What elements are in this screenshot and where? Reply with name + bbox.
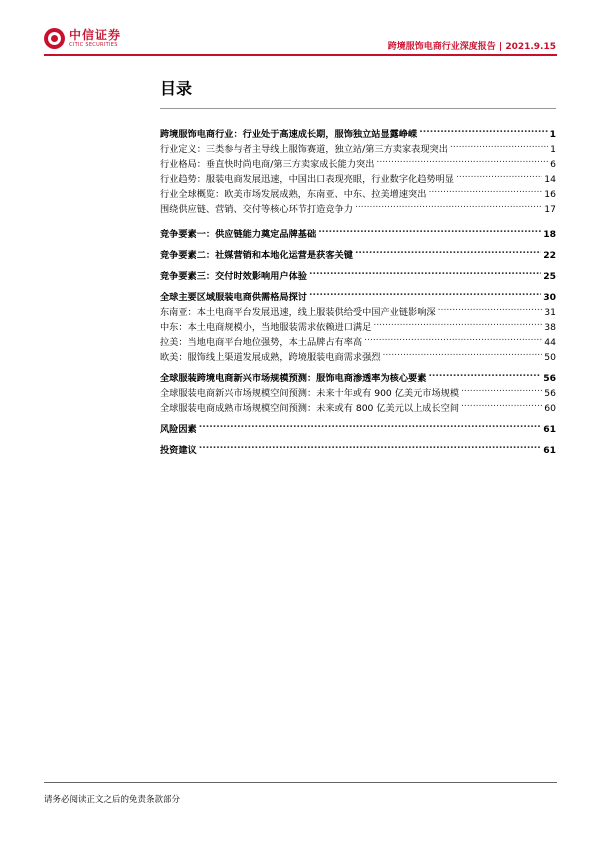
toc-leader-dots [199, 438, 541, 453]
toc-page-number: 14 [544, 174, 556, 185]
header-rule [44, 54, 557, 56]
toc-page-number: 1 [549, 129, 556, 140]
toc-leader-dots [428, 366, 541, 381]
toc-page-number: 38 [544, 322, 556, 333]
toc-entry-text: 行业格局：垂直快时尚电商/第三方卖家成长能力突出 [160, 159, 375, 170]
toc-entry-text: 行业全球概览：欧美市场发展成熟，东南亚、中东、拉美增速突出 [160, 189, 427, 200]
toc-page-number: 18 [543, 229, 556, 240]
toc-entry-text: 拉美：当地电商平台地位强势，本土品牌占有率高 [160, 337, 363, 348]
toc-entry-text: 全球服装电商新兴市场规模空间预测：未来十年或有 900 亿美元市场规模 [160, 388, 460, 399]
toc-page-number: 6 [550, 159, 556, 170]
citic-logo-icon [44, 28, 65, 49]
toc-leader-dots [364, 330, 542, 345]
header-separator: | [498, 42, 503, 52]
toc-main-entry[interactable] [160, 285, 556, 303]
toc-entry-text: 东南亚：本土电商平台发展迅速，线上服装供给受中国产业链影响深 [160, 307, 436, 318]
toc-page-number: 30 [543, 292, 556, 303]
toc-page-number: 17 [544, 204, 556, 215]
toc-leader-dots [309, 264, 541, 279]
toc-group [160, 122, 556, 215]
toc-entry-text: 竞争要素三：交付时效影响用户体验 [160, 271, 307, 282]
toc-main-entry[interactable] [160, 417, 556, 435]
toc-entry-text: 投资建议 [160, 445, 197, 456]
toc-title: 目录 [160, 79, 193, 98]
toc-leader-dots [373, 315, 542, 330]
toc-group [160, 264, 556, 282]
toc-page-number: 44 [544, 337, 556, 348]
toc-group [160, 285, 556, 363]
toc-entry-text: 欧美：服饰线上渠道发展成熟，跨境服装电商需求强烈 [160, 352, 381, 363]
toc-entry-text: 竞争要素一：供应链能力奠定品牌基础 [160, 229, 317, 240]
toc-page-number: 56 [544, 388, 556, 399]
toc-entry-text: 跨境服饰电商行业：行业处于高速成长期，服饰独立站显露峥嵘 [160, 129, 418, 140]
toc-page-number: 50 [544, 352, 556, 363]
toc-main-entry[interactable] [160, 222, 556, 240]
toc-entry-text: 全球服装电商成熟市场规模空间预测：未来或有 800 亿美元以上成长空间 [160, 403, 460, 414]
toc-page-number: 61 [543, 445, 556, 456]
toc-leader-dots [428, 182, 542, 197]
toc-entry-text: 全球服装跨境电商新兴市场规模预测：服饰电商渗透率为核心要素 [160, 373, 427, 384]
toc-entry-text: 围绕供应链、营销、交付等核心环节打造竞争力 [160, 204, 353, 215]
toc-group [160, 243, 556, 261]
toc-leader-dots [199, 417, 541, 432]
logo-en: CITIC SECURITIES [69, 42, 118, 48]
toc-main-entry[interactable] [160, 438, 556, 456]
toc-page-number: 22 [543, 250, 556, 261]
report-date: 2021.9.15 [505, 42, 556, 52]
toc-entry-text: 全球主要区域服装电商供需格局探讨 [160, 292, 307, 303]
toc-entry-text: 行业趋势：服装电商发展迅速，中国出口表现亮眼，行业数字化趋势明显 [160, 174, 454, 185]
citic-logo [44, 28, 121, 49]
toc-page-number: 1 [550, 144, 556, 155]
toc-leader-dots [461, 381, 542, 396]
toc-main-entry[interactable] [160, 243, 556, 261]
toc-entry-text: 中东：本土电商规模小，当地服装需求依赖进口满足 [160, 322, 372, 333]
toc-leader-dots [318, 222, 541, 237]
toc-leader-dots [450, 137, 548, 152]
toc-leader-dots [419, 122, 547, 137]
table-of-contents [160, 116, 556, 456]
toc-page-number: 61 [543, 424, 556, 435]
toc-leader-dots [355, 197, 542, 212]
toc-leader-dots [383, 345, 543, 360]
toc-page-number: 56 [543, 373, 556, 384]
toc-leader-dots [461, 396, 542, 411]
toc-main-entry[interactable] [160, 366, 556, 384]
toc-leader-dots [456, 167, 542, 182]
footer-rule [44, 782, 557, 783]
toc-leader-dots [376, 152, 548, 167]
toc-entry-text: 风险因素 [160, 424, 197, 435]
toc-title-rule [160, 108, 556, 109]
toc-group [160, 438, 556, 456]
toc-page-number: 31 [544, 307, 556, 318]
toc-entry-text: 竞争要素二：社媒营销和本地化运营是获客关键 [160, 250, 353, 261]
toc-leader-dots [438, 300, 543, 315]
toc-entry-text: 行业定义：三类参与者主导线上服饰赛道，独立站/第三方卖家表现突出 [160, 144, 448, 155]
toc-page-number: 16 [544, 189, 556, 200]
logo-text [69, 29, 121, 48]
toc-page-number: 25 [543, 271, 556, 282]
logo-cn: 中信证券 [69, 28, 122, 42]
toc-main-entry[interactable] [160, 122, 556, 140]
page-header [0, 0, 600, 64]
toc-main-entry[interactable] [160, 264, 556, 282]
toc-page-number: 60 [544, 403, 556, 414]
toc-leader-dots [355, 243, 541, 258]
toc-group [160, 366, 556, 414]
toc-group [160, 222, 556, 240]
toc-leader-dots [309, 285, 541, 300]
footer-disclaimer: 请务必阅读正文之后的免责条款部分 [44, 795, 181, 805]
report-label [388, 39, 556, 52]
report-title: 跨境服饰电商行业深度报告 [387, 42, 496, 52]
toc-group [160, 417, 556, 435]
